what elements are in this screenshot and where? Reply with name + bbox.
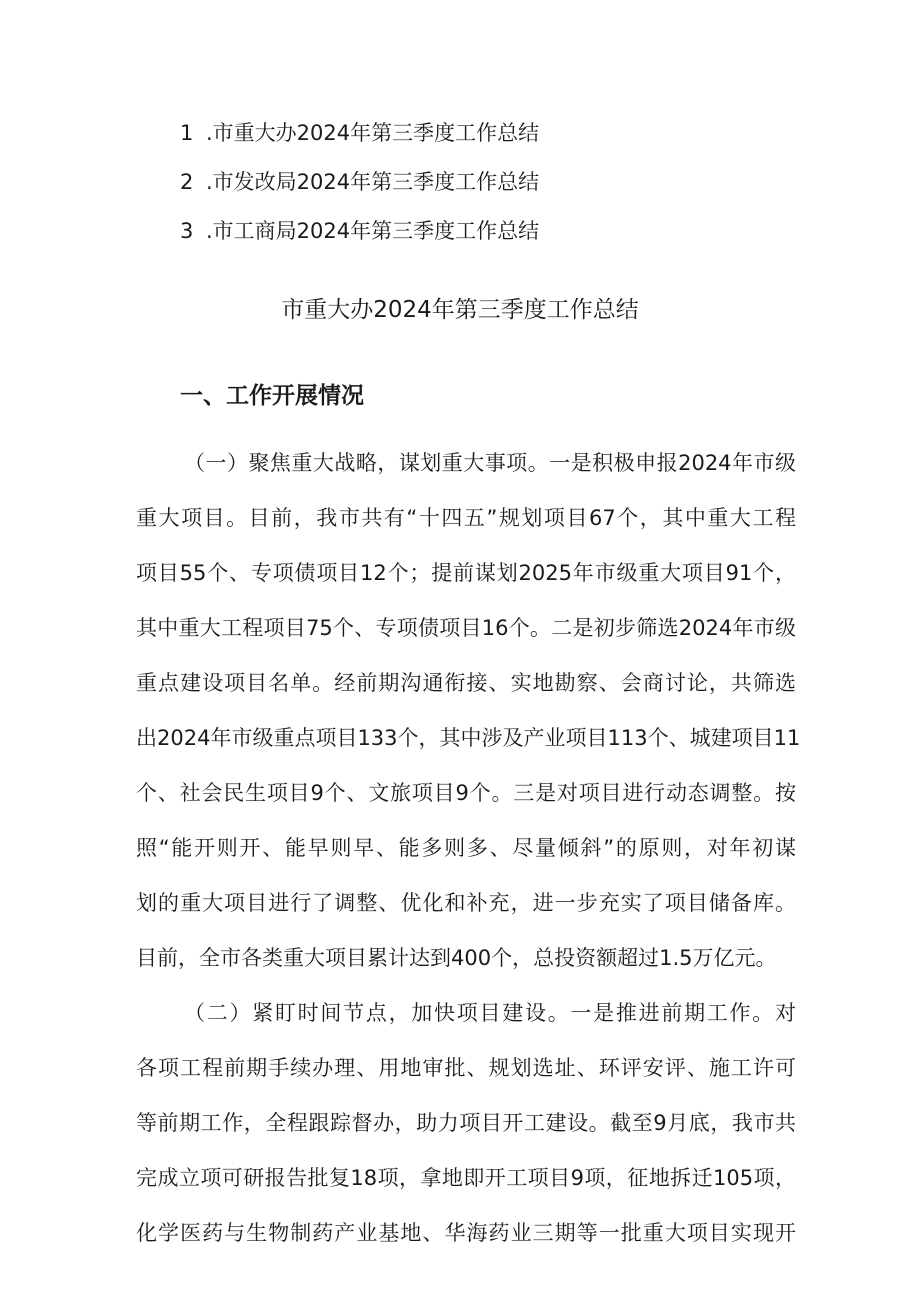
paragraph-line: 完成立项可研报告批复18项，拿地即开工项目9项，征地拆迁105项， (136, 1166, 796, 1190)
section-heading: 一、工作开展情况 (180, 383, 364, 409)
paragraph-line: （一）聚焦重大战略，谋划重大事项。一是积极申报2024年市级 (184, 451, 796, 475)
toc-item-number: 2 (180, 170, 194, 194)
document-body (136, 440, 801, 1265)
paragraph-line: 目前，全市各类重大项目累计达到400个，总投资额超过1.5万亿元。 (136, 946, 777, 970)
paragraph-line: 划的重大项目进行了调整、优化和补充，进一步充实了项目储备库。 (136, 891, 796, 915)
toc-item-1 (180, 114, 539, 163)
paragraph-line: 等前期工作，全程跟踪督办，助力项目开工建设。截至9月底，我市共 (136, 1111, 796, 1135)
toc-item-number: 3 (180, 219, 194, 243)
document-title: 市重大办2024年第三季度工作总结 (281, 297, 639, 323)
paragraph-line: 化学医药与生物制药产业基地、华海药业三期等一批重大项目实现开 (136, 1221, 796, 1245)
paragraph-line: 其中重大工程项目75个、专项债项目16个。二是初步筛选2024年市级 (136, 616, 796, 640)
paragraph-line: （二）紧盯时间节点，加快项目建设。一是推进前期工作。对 (184, 1001, 796, 1025)
paragraph-line: 出2024年市级重点项目133个，其中涉及产业项目113个、城建项目11 (136, 726, 801, 750)
paragraph-line: 项目55个、专项债项目12个；提前谋划2025年市级重大项目91个， (136, 561, 796, 585)
paragraph-line: 各项工程前期手续办理、用地审批、规划选址、环评安评、施工许可 (136, 1056, 796, 1080)
paragraph-line: 照“能开则开、能早则早、能多则多、尽量倾斜”的原则，对年初谋 (136, 836, 796, 860)
toc-item-2 (180, 163, 539, 212)
paragraph-line: 个、社会民生项目9个、文旅项目9个。三是对项目进行动态调整。按 (136, 781, 796, 805)
toc-item-text: .市工商局2024年第三季度工作总结 (206, 219, 540, 243)
toc-item-number: 1 (180, 121, 194, 145)
toc-item-3 (180, 212, 539, 261)
toc-list (180, 114, 539, 261)
toc-item-text: .市发改局2024年第三季度工作总结 (206, 170, 540, 194)
paragraph-line: 重大项目。目前，我市共有“十四五”规划项目67个，其中重大工程 (136, 506, 796, 530)
paragraph-line: 重点建设项目名单。经前期沟通衔接、实地勘察、会商讨论，共筛选 (136, 671, 796, 695)
toc-item-text: .市重大办2024年第三季度工作总结 (206, 121, 540, 145)
